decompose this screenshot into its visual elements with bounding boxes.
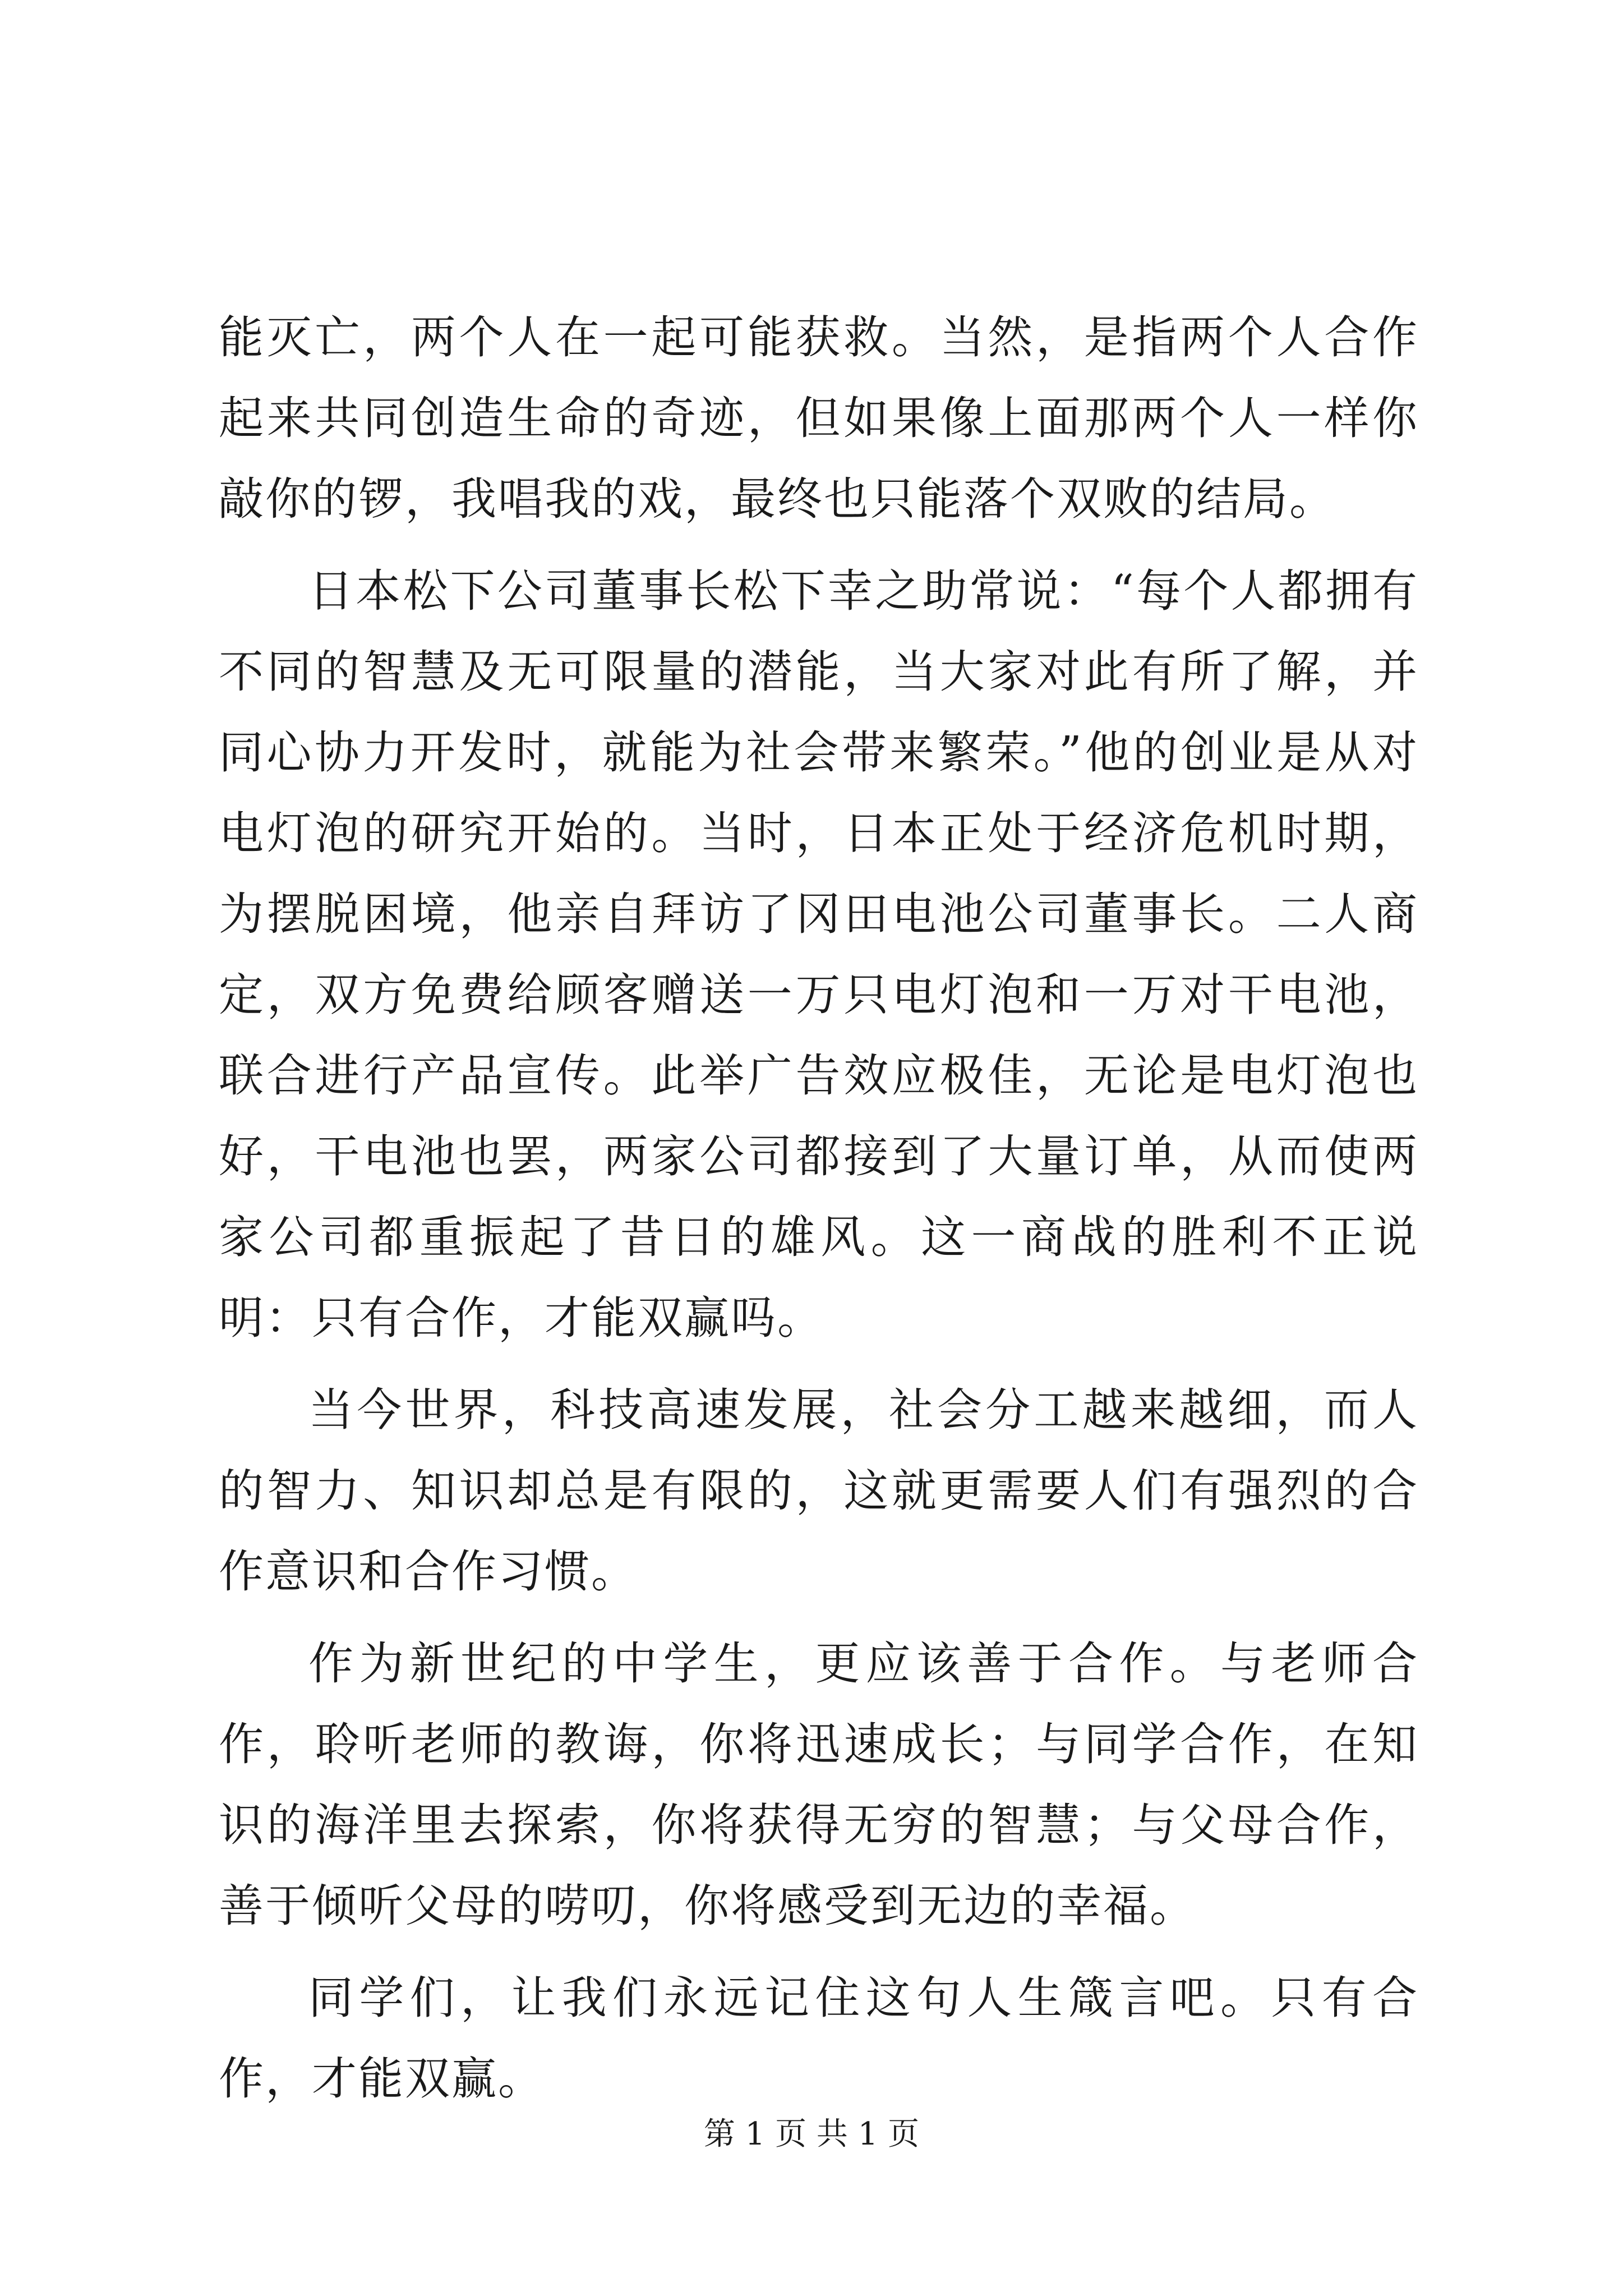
document-body bbox=[219, 297, 1419, 2131]
paragraph-1: 能灭亡，两个人在一起可能获救。当然，是指两个人合作起来共同创造生命的奇迹，但如果像上面那两个人一样你敲你的锣，我唱我的戏，最终也只能落个双败的结局。 bbox=[219, 311, 1419, 525]
paragraph-5: 同学们，让我们永远记住这句人生箴言吧。只有合作，才能双赢。 bbox=[219, 1972, 1419, 2105]
paragraph-3: 当今世界，科技高速发展，社会分工越来越细，而人的智力、知识却总是有限的，这就更需要人们有强烈的合作意识和合作习惯。 bbox=[219, 1384, 1419, 1598]
page-footer: 第 1 页 共 1 页 bbox=[703, 2116, 920, 2152]
paragraph-4: 作为新世纪的中学生，更应该善于合作。与老师合作，聆听老师的教诲，你将迅速成长；与同学合作，在知识的海洋里去探索，你将获得无穷的智慧；与父母合作，善于倾听父母的唠叨，你将感受到无边的幸福。 bbox=[219, 1637, 1419, 1932]
paragraph-2: 日本松下公司董事长松下幸之助常说：“每个人都拥有不同的智慧及无可限量的潜能，当大家对此有所了解，并同心协力开发时，就能为社会带来繁荣。”他的创业是从对电灯泡的研究开始的。当时，日本正处于经济危机时期，为摆脱困境，他亲自拜访了冈田电池公司董事长。二人商定，双方免费给顾客赠送一万只电灯泡和一万对干电池，联合进行产品宣传。此举广告效应极佳，无论是电灯泡也好，干电池也罢，两家公司都接到了大量订单，从而使两家公司都重振起了昔日的雄风。这一商战的胜利不正说明：只有合作，才能双赢吗。 bbox=[219, 565, 1419, 1344]
